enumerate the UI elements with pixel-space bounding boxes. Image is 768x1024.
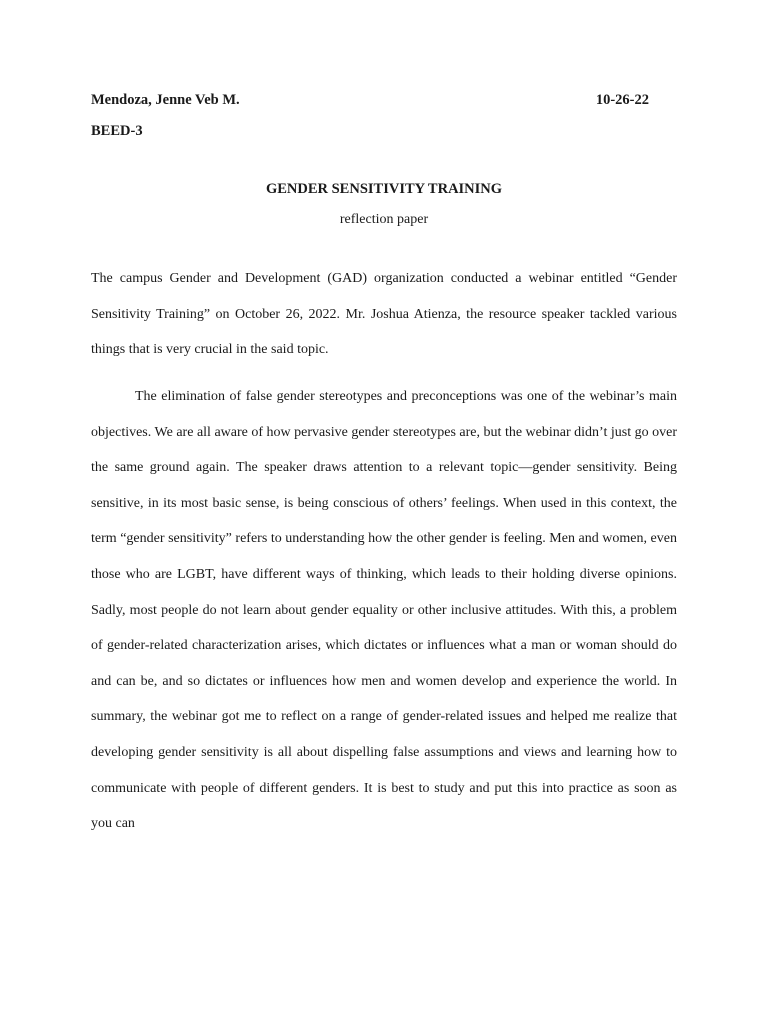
paragraph-body: The elimination of false gender stereotypes and preconceptions was one of the webinar’s main objectives. We are all aware of how pervasive gender stereotypes are, but the webinar didn’t just go over the same ground again. The speaker draws attention to a relevant topic—gender sensitivity. Being sensitive, in its most basic sense, is being conscious of others’ feelings. When used in this context, the term “gender sensitivity” refers to understanding how the other gender is feeling. Men and women, even those who are LGBT, have different ways of thinking, which leads to their holding diverse opinions. Sadly, most people do not learn about gender equality or other inclusive attitudes. With this, a problem of gender-related characterization arises, which dictates or influences what a man or woman should do and can be, and so dictates or influences how men and women develop and experience the world. In summary, the webinar got me to reflect on a range of gender-related issues and helped me realize that developing gender sensitivity is all about dispelling false assumptions and views and learning how to communicate with people of different genders. It is best to study and put this into practice as soon as you can [91,389,677,832]
document-subtitle: reflection paper [339,212,429,227]
document-date: 10-26-22 [595,92,649,108]
header-row [91,92,649,114]
paragraph-intro: The campus Gender and Development (GAD) organization conducted a webinar entitled “Gender Sensitivity Training” on October 26, 2022. Mr. Joshua Atienza, the resource speaker tackled various things that is very crucial in the said topic. [91,271,677,358]
document-title: GENDER SENSITIVITY TRAINING [265,181,503,197]
course-label: BEED-3 [91,123,143,139]
author-name: Mendoza, Jenne Veb M. [91,92,240,108]
